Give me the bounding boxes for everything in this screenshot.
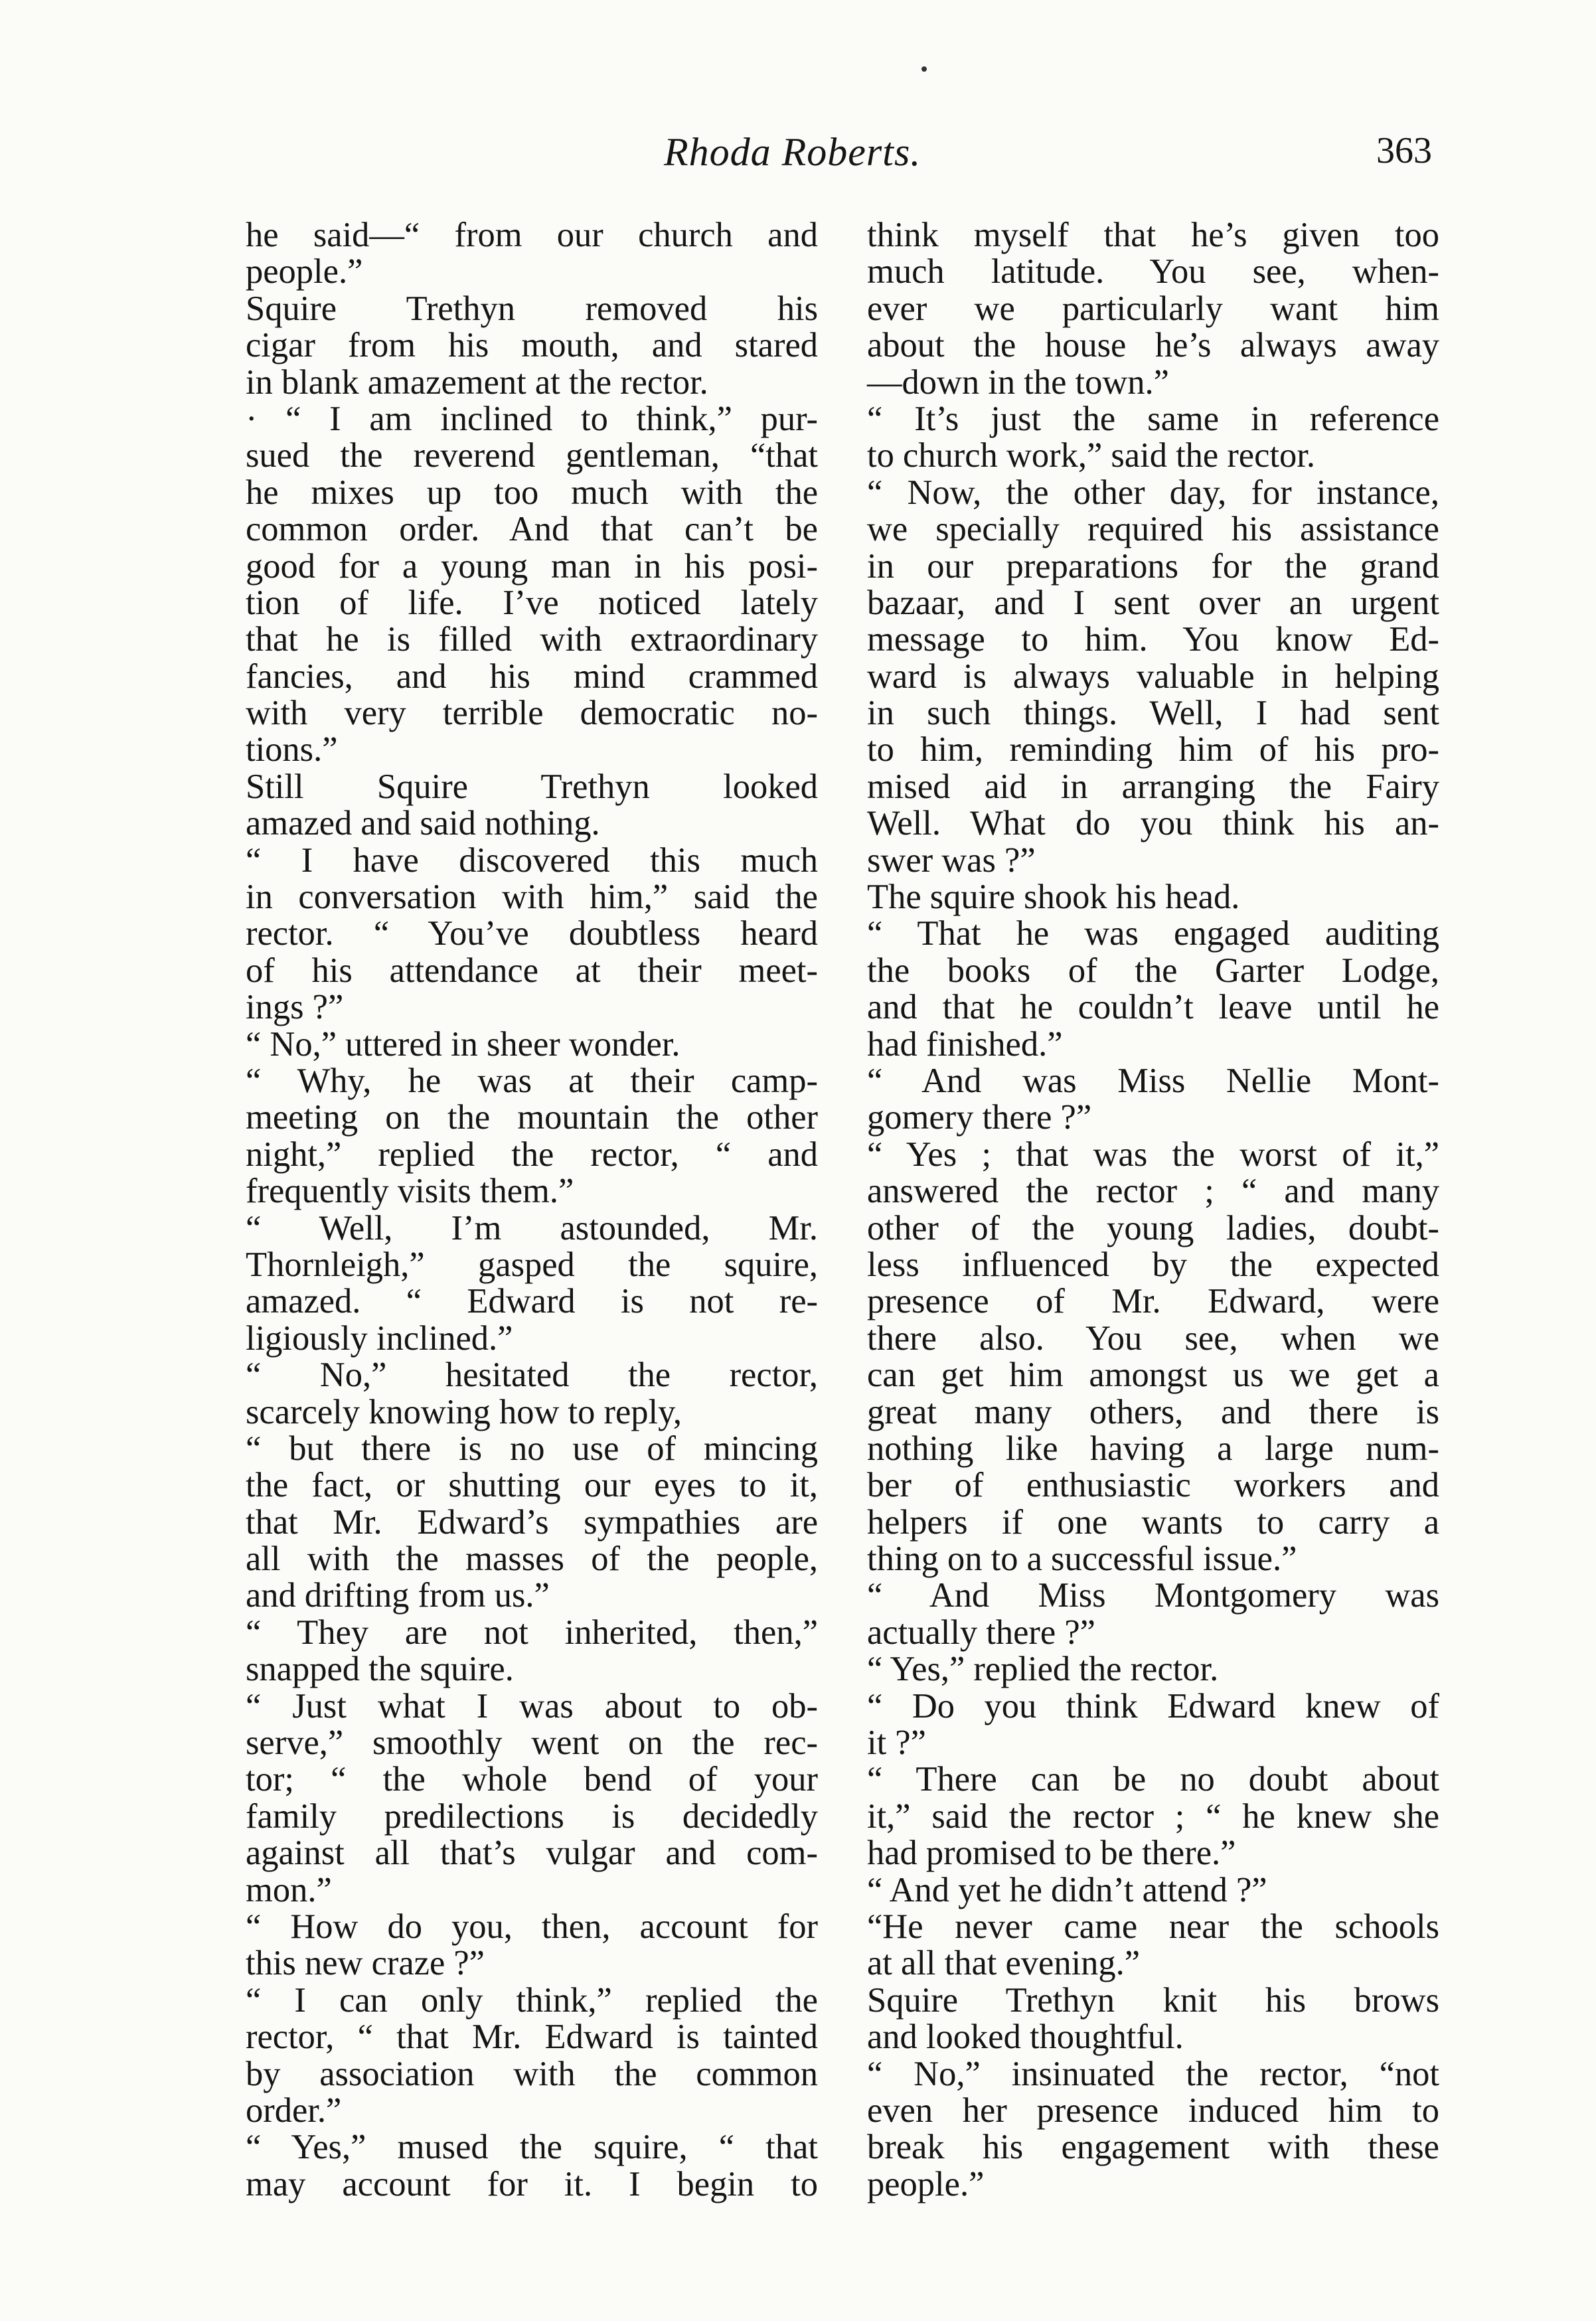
text-line: “ Just what I was about to ob- (246, 1686, 818, 1725)
text-line: “ And Miss Montgomery was (867, 1576, 1439, 1615)
text-line: message to him. You know Ed- (867, 620, 1439, 659)
text-line: ber of enthusiastic workers and (867, 1466, 1439, 1505)
text-line: of his attendance at their meet- (246, 951, 818, 990)
text-line: great many others, and there is (867, 1392, 1439, 1431)
text-line: ligiously inclined.” (246, 1319, 513, 1358)
text-line: at all that evening.” (867, 1944, 1141, 1983)
running-title: Rhoda Roberts. (664, 130, 921, 174)
text-line: with very terrible democratic no- (246, 694, 818, 733)
text-line: much latitude. You see, when- (867, 252, 1439, 291)
text-line: —down in the town.” (867, 362, 1169, 402)
text-line: that Mr. Edward’s sympathies are (246, 1502, 818, 1542)
text-line: cigar from his mouth, and stared (246, 326, 818, 365)
text-line: to him, reminding him of his pro- (867, 730, 1439, 769)
text-line: helpers if one wants to carry a (867, 1502, 1439, 1542)
text-line: it ?” (867, 1723, 926, 1763)
text-line: “ but there is no use of mincing (246, 1429, 818, 1468)
text-line: break his engagement with these (867, 2128, 1439, 2167)
text-line: serve,” smoothly went on the rec- (246, 1723, 818, 1763)
text-line: “ Yes ; that was the worst of it,” (867, 1135, 1439, 1174)
text-line: about the house he’s always away (867, 326, 1439, 365)
text-line: Still Squire Trethyn looked (246, 767, 818, 806)
text-line: good for a young man in his posi- (246, 546, 818, 586)
text-line: in conversation with him,” said the (246, 878, 818, 917)
text-line: “ No,” insinuated the rector, “not (867, 2054, 1439, 2093)
text-line: The squire shook his head. (867, 878, 1240, 917)
text-line: “ And yet he didn’t attend ?” (867, 1870, 1267, 1909)
text-line: the books of the Garter Lodge, (867, 951, 1439, 990)
text-line: and looked thoughtful. (867, 2018, 1184, 2057)
text-line: tions.” (246, 730, 338, 769)
text-line: order.” (246, 2091, 342, 2130)
text-line: amazed. “ Edward is not re- (246, 1282, 818, 1321)
text-line: scarcely knowing how to reply, (246, 1392, 682, 1431)
page-header (0, 129, 1596, 183)
text-line: the fact, or shutting our eyes to it, (246, 1466, 818, 1505)
text-line: sued the reverend gentleman, “that (246, 436, 818, 475)
text-line: “ How do you, then, account for (246, 1907, 818, 1946)
text-line: in our preparations for the grand (867, 546, 1439, 586)
text-line: he said—“ from our church and (246, 216, 818, 254)
text-line: gomery there ?” (867, 1098, 1092, 1137)
text-line: swer was ?” (867, 840, 1036, 880)
text-line: amazed and said nothing. (246, 804, 600, 843)
text-line: mised aid in arranging the Fairy (867, 767, 1439, 806)
text-line: think myself that he’s given too (867, 216, 1439, 254)
text-line: to church work,” said the rector. (867, 436, 1315, 475)
text-line: “ Yes,” mused the squire, “ that (246, 2128, 818, 2167)
text-column-right (867, 217, 1439, 2203)
text-line: “ And was Miss Nellie Mont- (867, 1061, 1439, 1100)
text-line: that he is filled with extraordinary (246, 620, 818, 659)
text-line: even her presence induced him to (867, 2091, 1439, 2130)
text-line: frequently visits them.” (246, 1172, 574, 1211)
text-line: “ No,” hesitated the rector, (246, 1356, 818, 1395)
text-line: night,” replied the rector, “ and (246, 1135, 818, 1174)
text-line: “ I have discovered this much (246, 840, 818, 880)
text-line: “ There can be no doubt about (867, 1760, 1439, 1799)
text-line: bazaar, and I sent over an urgent (867, 583, 1439, 622)
text-line: people.” (867, 2164, 985, 2203)
text-line: and that he couldn’t leave until he (867, 988, 1439, 1027)
text-line: other of the young ladies, doubt- (867, 1208, 1439, 1247)
text-line: Well. What do you think his an- (867, 804, 1439, 843)
text-line: rector, “ that Mr. Edward is tainted (246, 2018, 818, 2057)
text-line: tion of life. I’ve noticed lately (246, 583, 818, 622)
text-line: rector. “ You’ve doubtless heard (246, 914, 818, 953)
text-line: by association with the common (246, 2054, 818, 2093)
text-line: fancies, and his mind crammed (246, 657, 818, 696)
text-line: “He never came near the schools (867, 1907, 1439, 1946)
text-line: people.” (246, 252, 363, 291)
text-line: had finished.” (867, 1024, 1063, 1064)
text-line: “ Now, the other day, for instance, (867, 473, 1439, 512)
text-line: Squire Trethyn knit his brows (867, 1980, 1439, 2020)
text-line: had promised to be there.” (867, 1834, 1236, 1873)
text-line: “ Why, he was at their camp- (246, 1061, 818, 1100)
text-line: tor; “ the whole bend of your (246, 1760, 818, 1799)
text-line: Squire Trethyn removed his (246, 289, 818, 328)
text-line: “ Yes,” replied the rector. (867, 1650, 1219, 1689)
text-line: meeting on the mountain the other (246, 1098, 818, 1137)
text-line: can get him amongst us we get a (867, 1356, 1439, 1395)
text-line: in blank amazement at the rector. (246, 362, 708, 402)
text-line: “ They are not inherited, then,” (246, 1613, 818, 1652)
text-line: presence of Mr. Edward, were (867, 1282, 1439, 1321)
text-line: there also. You see, when we (867, 1319, 1439, 1358)
text-line: common order. And that can’t be (246, 510, 818, 549)
text-line: actually there ?” (867, 1613, 1095, 1652)
text-line: we specially required his assistance (867, 510, 1439, 549)
text-line: mon.” (246, 1870, 332, 1909)
stray-mark (921, 66, 927, 72)
text-line: nothing like having a large num- (867, 1429, 1439, 1468)
text-line: this new craze ?” (246, 1944, 485, 1983)
text-line: “ It’s just the same in reference (867, 399, 1439, 438)
text-line: thing on to a successful issue.” (867, 1540, 1297, 1579)
page-number: 363 (1376, 130, 1432, 171)
text-line: and drifting from us.” (246, 1576, 550, 1615)
text-line: ings ?” (246, 988, 344, 1027)
text-line: “ That he was engaged auditing (867, 914, 1439, 953)
text-line: family predilections is decidedly (246, 1797, 818, 1836)
text-line: “ Well, I’m astounded, Mr. (246, 1208, 818, 1247)
text-line: he mixes up too much with the (246, 473, 818, 512)
text-line: it,” said the rector ; “ he knew she (867, 1797, 1439, 1836)
text-line: “ I can only think,” replied the (246, 1980, 818, 2020)
text-line: snapped the squire. (246, 1650, 514, 1689)
text-line: in such things. Well, I had sent (867, 694, 1439, 733)
text-line: less influenced by the expected (867, 1245, 1439, 1284)
text-line: · “ I am inclined to think,” pur- (246, 399, 818, 438)
text-line: may account for it. I begin to (246, 2164, 818, 2203)
text-line: “ Do you think Edward knew of (867, 1686, 1439, 1725)
text-line: “ No,” uttered in sheer wonder. (246, 1024, 680, 1064)
text-line: answered the rector ; “ and many (867, 1172, 1439, 1211)
text-line: ward is always valuable in helping (867, 657, 1439, 696)
text-line: against all that’s vulgar and com- (246, 1834, 818, 1873)
text-line: Thornleigh,” gasped the squire, (246, 1245, 818, 1284)
text-line: all with the masses of the people, (246, 1540, 818, 1579)
text-column-left (246, 217, 818, 2203)
text-line: ever we particularly want him (867, 289, 1439, 328)
